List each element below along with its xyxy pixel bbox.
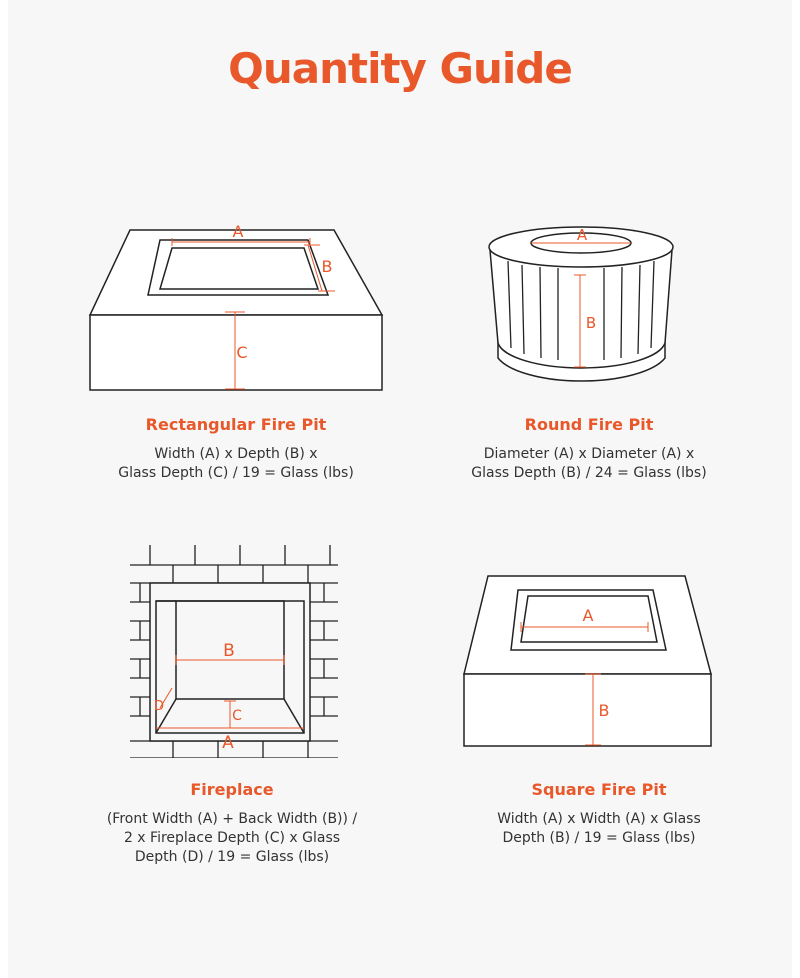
square-fire-pit-diagram bbox=[455, 570, 725, 755]
rectangular-fire-pit-name: Rectangular Fire Pit bbox=[145, 415, 327, 434]
square-fire-pit-formula bbox=[419, 810, 779, 848]
label-b: B bbox=[321, 257, 333, 276]
formula-line: Diameter (A) x Diameter (A) x bbox=[483, 446, 695, 462]
label-c: C bbox=[236, 343, 248, 362]
formula-line: 2 x Fireplace Depth (C) x Glass bbox=[123, 830, 341, 846]
label-b: B bbox=[223, 641, 235, 661]
round-fire-pit-diagram bbox=[480, 215, 690, 395]
formula-line: Depth (D) / 19 = Glass (lbs) bbox=[134, 849, 330, 865]
fireplace-formula bbox=[52, 810, 412, 867]
label-c: C bbox=[232, 708, 242, 724]
label-a: A bbox=[222, 733, 234, 753]
page-title: Quantity Guide bbox=[228, 44, 572, 93]
fireplace-diagram bbox=[120, 545, 350, 760]
formula-line: Glass Depth (B) / 24 = Glass (lbs) bbox=[471, 465, 707, 481]
round-fire-pit-formula bbox=[409, 445, 769, 483]
label-b: B bbox=[585, 314, 597, 332]
rectangular-fire-pit-diagram bbox=[80, 215, 400, 400]
formula-line: Width (A) x Depth (B) x bbox=[154, 446, 318, 462]
round-fire-pit-name: Round Fire Pit bbox=[524, 415, 654, 434]
label-a: A bbox=[576, 226, 588, 244]
rectangular-fire-pit-formula bbox=[56, 445, 416, 483]
formula-line: (Front Width (A) + Back Width (B)) / bbox=[106, 811, 358, 827]
formula-line: Width (A) x Width (A) x Glass bbox=[497, 811, 701, 827]
label-a: A bbox=[232, 222, 244, 241]
label-a: A bbox=[582, 606, 594, 625]
square-fire-pit-name: Square Fire Pit bbox=[531, 780, 667, 799]
fireplace-name: Fireplace bbox=[190, 780, 274, 799]
label-b: B bbox=[598, 701, 610, 720]
formula-line: Depth (B) / 19 = Glass (lbs) bbox=[502, 830, 696, 846]
formula-line: Glass Depth (C) / 19 = Glass (lbs) bbox=[118, 465, 354, 481]
label-d: D bbox=[153, 699, 165, 714]
